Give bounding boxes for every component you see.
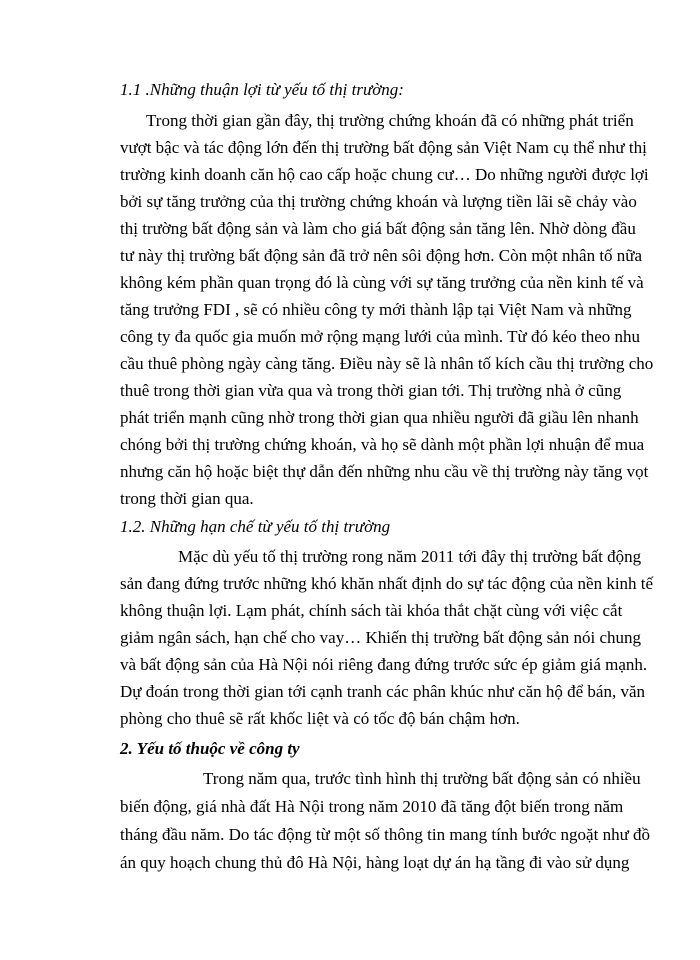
paragraph-line: và bất động sản của Hà Nội nói riêng đang đứng trước sức ép giảm giá mạnh. — [120, 655, 648, 674]
paragraph-line: thị trường bất động sản và làm cho giá bất động sản tăng lên. Nhờ dòng đầu — [120, 219, 636, 238]
paragraph-line: sản đang đứng trước những khó khăn nhất định do sự tác động của nền kinh tế — [120, 574, 654, 593]
section-1-1-heading: 1.1 .Những thuận lợi từ yếu tố thị trường: — [120, 80, 404, 99]
paragraph-line: bởi sự tăng trưởng của thị trường chứng khoán và lượng tiền lãi sẽ chảy vào — [120, 192, 637, 211]
paragraph-line: Dự đoán trong thời gian tới cạnh tranh các phân khúc như căn hộ để bán, văn — [120, 682, 645, 701]
paragraph-line: biến động, giá nhà đất Hà Nội trong năm 2010 đã tăng đột biến trong năm — [120, 797, 624, 816]
paragraph-line: Mặc dù yếu tố thị trường rong năm 2011 tới đây thị trường bất động — [178, 547, 642, 566]
section-2-heading: 2. Yếu tố thuộc về công ty — [120, 739, 300, 758]
paragraph-line: án quy hoạch chung thủ đô Hà Nội, hàng loạt dự án hạ tầng đi vào sử dụng — [120, 853, 630, 872]
paragraph-line: chóng bởi thị trường chứng khoán, và họ sẽ dành một phần lợi nhuận để mua — [120, 435, 645, 454]
paragraph-line: cầu thuê phòng ngày càng tăng. Điều này sẽ là nhân tố kích cầu thị trường cho — [120, 354, 654, 373]
section-1-2-heading: 1.2. Những hạn chế từ yếu tố thị trường — [120, 517, 391, 536]
paragraph-line: Trong năm qua, trước tình hình thị trường bất động sản có nhiều — [203, 769, 641, 788]
paragraph-line: trường kinh doanh căn hộ cao cấp hoặc chung cư… Do những người được lợi — [120, 165, 649, 184]
paragraph-line: phòng cho thuê sẽ rất khốc liệt và có tốc độ bán chậm hơn. — [120, 709, 520, 728]
paragraph-line: không kém phần quan trọng đó là cùng với sự tăng trưởng của nền kinh tế và — [120, 273, 644, 292]
paragraph-line: công ty đa quốc gia muốn mở rộng mạng lưới của mình. Từ đó kéo theo nhu — [120, 327, 641, 346]
paragraph-line: trong thời gian qua. — [120, 489, 254, 508]
paragraph-line: tư này thị trường bất động sản đã trở nên sôi động hơn. Còn một nhân tố nữa — [120, 246, 643, 265]
paragraph-line: thuê trong thời gian vừa qua và trong thời gian tới. Thị trường nhà ở cũng — [120, 381, 622, 400]
paragraph-line: tháng đầu năm. Do tác động từ một số thông tin mang tính bước ngoặt như đồ — [120, 825, 651, 844]
paragraph-line: vượt bậc và tác động lớn đến thị trường bất động sản Việt Nam cụ thể như thị — [120, 138, 647, 157]
paragraph-line: phát triển mạnh cũng nhờ trong thời gian qua nhiều người đã giầu lên nhanh — [120, 408, 639, 427]
paragraph-line: Trong thời gian gần đây, thị trường chứng khoán đã có những phát triển — [146, 111, 634, 130]
paragraph-line: nhưng căn hộ hoặc biệt thự dẫn đến những nhu cầu về thị trường này tăng vọt — [120, 462, 649, 481]
paragraph-line: giảm ngân sách, hạn chế cho vay… Khiến thị trường bất động sản nói chung — [120, 628, 641, 647]
paragraph-line: tăng trưởng FDI , sẽ có nhiều công ty mới thành lập tại Việt Nam và những — [120, 300, 632, 319]
paragraph-line: không thuận lợi. Lạm phát, chính sách tài khóa thắt chặt cùng với việc cắt — [120, 601, 623, 620]
